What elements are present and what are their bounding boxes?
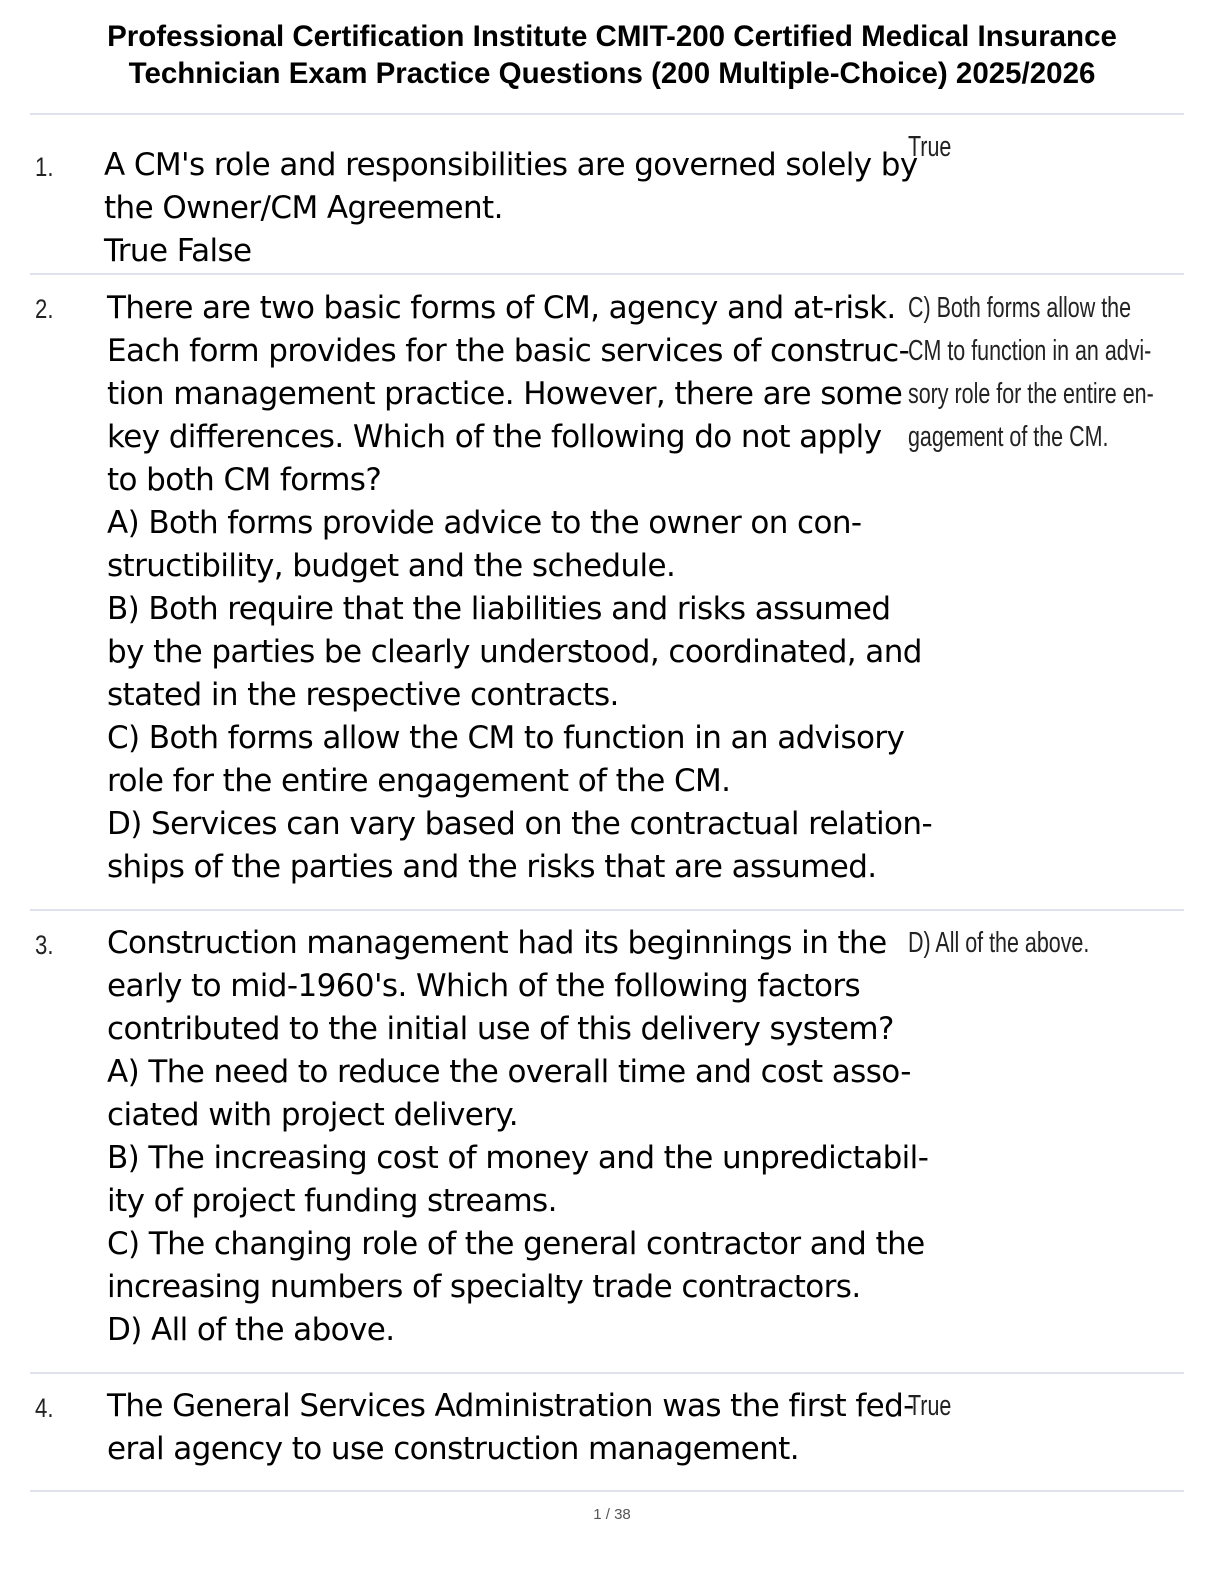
answer-line: True [908, 131, 952, 163]
divider [30, 1372, 1184, 1374]
question-line: A) The need to reduce the overall time and cost asso- [107, 1054, 911, 1090]
page-indicator: 1 / 38 [593, 1506, 631, 1523]
question-line: ships of the parties and the risks that are assumed. [107, 849, 877, 885]
question-line: contributed to the initial use of this delivery system? [107, 1011, 894, 1047]
question-line: structibility, budget and the schedule. [107, 548, 676, 584]
question-number: 3. [35, 930, 54, 960]
answer-line: sory role for the entire en- [908, 378, 1154, 410]
question-line: C) Both forms allow the CM to function in an advisory [107, 720, 905, 756]
question-line: stated in the respective contracts. [107, 677, 619, 713]
question-line: Each form provides for the basic services of construc- [107, 333, 910, 369]
question-line: Construction management had its beginnings in the [107, 925, 887, 961]
divider [30, 1490, 1184, 1492]
question-line: C) The changing role of the general contractor and the [107, 1226, 925, 1262]
answer-text [908, 126, 1152, 169]
divider [30, 113, 1184, 115]
question-line: There are two basic forms of CM, agency and at-risk. [107, 290, 896, 326]
question-text [107, 922, 929, 1352]
question-text [104, 144, 918, 273]
question-line: D) All of the above. [107, 1312, 395, 1348]
question-line: D) Services can vary based on the contractual relation- [107, 806, 933, 842]
question-line: ciated with project delivery. [107, 1097, 518, 1133]
question-line: the Owner/CM Agreement. [104, 190, 503, 226]
question-line: ity of project funding streams. [107, 1183, 557, 1219]
document-title [30, 18, 1194, 92]
answer-text [908, 1385, 1152, 1428]
question-line: True False [104, 233, 252, 269]
question-line: role for the entire engagement of the CM. [107, 763, 731, 799]
question-line: A CM's role and responsibilities are governed solely by [104, 147, 918, 183]
answer-text [908, 287, 1152, 459]
question-line: key differences. Which of the following do not apply [107, 419, 882, 455]
question-text [107, 287, 933, 889]
answer-line: C) Both forms allow the [908, 292, 1132, 324]
question-number: 1. [35, 152, 54, 182]
question-line: tion management practice. However, there are some [107, 376, 903, 412]
question-number: 2. [35, 294, 54, 324]
question-line: to both CM forms? [107, 462, 382, 498]
question-line: B) Both require that the liabilities and risks assumed [107, 591, 891, 627]
answer-text [908, 922, 1152, 965]
answer-line: CM to function in an advi- [908, 335, 1152, 367]
answer-line: True [908, 1390, 952, 1422]
question-line: B) The increasing cost of money and the unpredictabil- [107, 1140, 929, 1176]
title-line: Professional Certification Institute CMIT-200 Certified Medical Insurance [107, 20, 1117, 53]
question-line: increasing numbers of specialty trade contractors. [107, 1269, 861, 1305]
answer-line: D) All of the above. [908, 927, 1090, 959]
title-line: Technician Exam Practice Questions (200 Multiple-Choice) 2025/2026 [128, 57, 1096, 90]
question-line: by the parties be clearly understood, coordinated, and [107, 634, 922, 670]
question-line: A) Both forms provide advice to the owner on con- [107, 505, 862, 541]
answer-line: gagement of the CM. [908, 421, 1109, 453]
question-number: 4. [35, 1393, 54, 1423]
question-line: eral agency to use construction management. [107, 1431, 799, 1467]
question-line: The General Services Administration was the first fed- [107, 1388, 914, 1424]
question-text [107, 1385, 914, 1471]
question-line: early to mid-1960's. Which of the following factors [107, 968, 861, 1004]
divider [30, 909, 1184, 911]
divider [30, 273, 1184, 275]
